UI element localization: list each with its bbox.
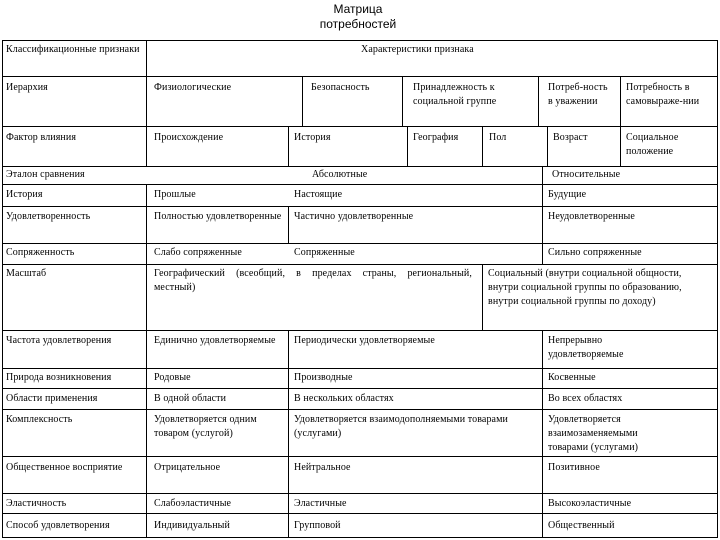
history-past: Прошлые [154,189,196,200]
perception-positive: Позитивное [548,462,600,473]
rule [2,537,718,538]
rule [288,206,289,243]
row-label-comparison-standard: Эталон сравнения [6,169,85,180]
factor-geography: География [413,132,459,143]
factor-age: Возраст [553,132,588,143]
satisfaction-partial: Частично удовлетворенные [294,211,414,222]
rule [2,243,718,244]
page-title [0,2,720,32]
row-label-application-areas: Области применения [6,393,98,404]
rule [2,409,718,410]
header-classification-features: Классификационные признаки [6,44,140,55]
rule [2,513,718,514]
factor-origin: Происхождение [154,132,224,143]
row-label-hierarchy: Иерархия [6,82,48,93]
rule [2,40,718,41]
complexity-single-product: Удовлетворяется одним товаром (услугой) [154,414,257,439]
areas-several: В нескольких областях [294,393,394,404]
row-label-conjugation: Сопряженность [6,247,75,258]
rule [482,126,483,166]
title-line-2: потребностей [319,17,397,31]
elasticity-low: Слабоэластичные [154,498,232,509]
rule [2,388,718,389]
row-label-nature: Природа возникновения [6,372,112,383]
rule [2,166,718,167]
method-public: Общественный [548,520,615,531]
frequency-continuous: Непрерывно удовлетворяемые [548,335,624,360]
rule [2,206,718,207]
perception-negative: Отрицательное [154,462,221,473]
satisfaction-none: Неудовлетворенные [548,211,635,222]
row-label-history: История [6,189,43,200]
rule [2,40,3,538]
hierarchy-esteem: Потреб-ность в уважении [548,82,608,107]
rule [288,126,289,166]
conjugation-medium: Сопряженные [294,247,355,258]
rule [146,40,147,166]
nature-generic: Родовые [154,372,191,383]
row-label-frequency: Частота удовлетворения [6,335,112,346]
rule [2,184,718,185]
rule [538,76,539,126]
elasticity-medium: Эластичные [294,498,347,509]
complexity-complementary: Удовлетворяется взаимодополняемыми товарами (услугами) [294,414,508,439]
rule [2,264,718,265]
satisfaction-full: Полностью удовлетворенные [154,211,282,222]
hierarchy-self-actualization: Потребность в самовыраже-нии [626,82,700,107]
rule [542,166,543,206]
row-label-public-perception: Общественное восприятие [6,462,123,473]
row-label-complexity: Комплексность [6,414,73,425]
factor-social-status: Социальное положение [626,132,679,157]
header-feature-characteristics: Характеристики признака [361,44,474,55]
row-label-scale: Масштаб [6,268,47,279]
hierarchy-belonging: Принадлежность к социальной группе [413,82,497,107]
rule [2,76,718,77]
row-label-influence-factor: Фактор влияния [6,132,77,143]
rule [2,126,718,127]
rule [620,76,621,166]
elasticity-high: Высокоэластичные [548,498,632,509]
hierarchy-safety: Безопасность [311,82,370,93]
row-label-satisfaction: Удовлетворенность [6,211,91,222]
etalon-absolute: Абсолютные [312,169,368,180]
hierarchy-physiological: Физиологические [154,82,232,93]
perception-neutral: Нейтральное [294,462,351,473]
needs-matrix-table [2,40,718,538]
rule [542,206,543,264]
rule [288,330,289,538]
rule [2,330,718,331]
frequency-single: Единично удовлетворяемые [154,335,276,346]
rule [482,264,483,330]
rule [146,184,147,538]
method-individual: Индивидуальный [154,520,230,531]
areas-one: В одной области [154,393,227,404]
rule [547,126,548,166]
factor-gender: Пол [489,132,507,143]
rule [2,456,718,457]
scale-social: Социальный (внутри социальной общности, внутри социальной группы по образованию, внутри социальной группы по доходу) [488,268,682,307]
row-label-satisfaction-method: Способ удовлетворения [6,520,110,531]
rule [717,40,718,538]
frequency-periodic: Периодически удовлетворяемые [294,335,435,346]
rule [402,76,403,126]
row-label-elasticity: Эластичность [6,498,67,509]
rule [2,368,718,369]
rule [407,126,408,166]
history-present: Настоящие [294,189,343,200]
conjugation-strong: Сильно сопряженные [548,247,642,258]
areas-all: Во всех областях [548,393,623,404]
title-line-1: Матрица [333,2,383,16]
rule [542,330,543,538]
rule [2,493,718,494]
scale-geographic: Географический (всеобщий, в пределах страны, региональный, местный) [154,268,472,293]
rule [302,76,303,126]
factor-history: История [294,132,331,143]
nature-derived: Производные [294,372,353,383]
etalon-relative: Относительные [552,169,621,180]
history-future: Будущие [548,189,587,200]
method-group: Групповой [294,520,341,531]
nature-indirect: Косвенные [548,372,596,383]
conjugation-weak: Слабо сопряженные [154,247,242,258]
complexity-substitutable: Удовлетворяется взаимозаменяемыми товарами (услугами) [548,414,639,453]
